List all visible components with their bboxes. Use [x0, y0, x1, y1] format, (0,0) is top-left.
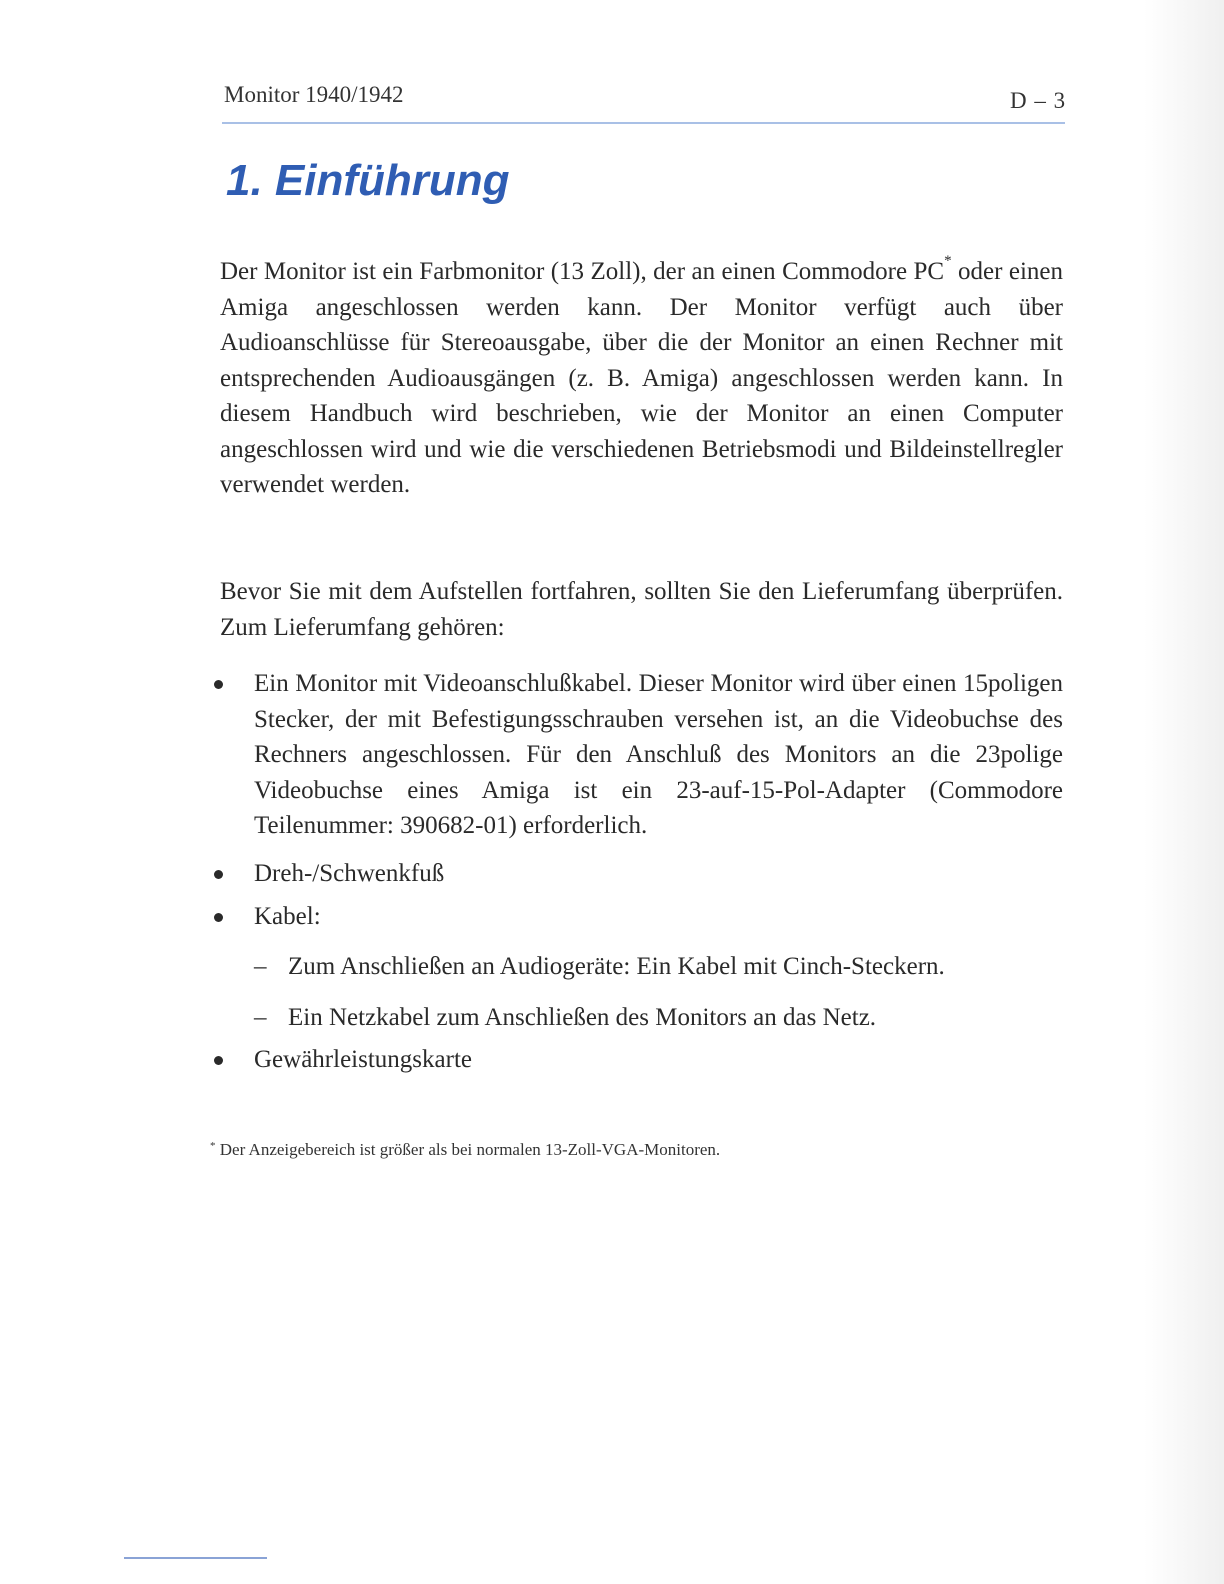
footnote-star: *	[210, 1140, 216, 1152]
dash-marker: –	[254, 1004, 267, 1031]
page-edge-shadow	[1144, 0, 1224, 1584]
header-divider	[222, 122, 1065, 124]
sublist-item-text: Zum Anschließen an Audiogeräte: Ein Kabel mit Cinch-Steckern.	[288, 952, 945, 980]
list-item-stand	[212, 856, 1063, 892]
chapter-title: 1. Einführung	[226, 156, 510, 205]
footnote-marker: *	[944, 253, 952, 269]
sublist-item-text: Ein Netzkabel zum Anschließen des Monitors an das Netz.	[288, 1004, 877, 1031]
delivery-paragraph: Bevor Sie mit dem Aufstellen fortfahren, sollten Sie den Lieferumfang überprüfen. Zum Lieferumfang gehören:	[220, 578, 1063, 641]
bullet-icon	[214, 1056, 223, 1065]
intro-paragraph	[220, 254, 1063, 503]
list-item-text: Ein Monitor mit Videoanschlußkabel. Dieser Monitor wird über einen 15poligen Stecker, der mit Befestigungsschrauben versehen ist, an die Videobuchse des Rechners angeschlossen. Für den Anschluß des Monitors an die 23polige Videobuchse eines Amiga ist ein 23-auf-15-Pol-Adapter (Commodore Teilenummer: 390682-01) erforderlich.	[254, 670, 1063, 839]
running-header-title: Monitor 1940/1942	[224, 82, 404, 107]
footnote	[210, 1140, 720, 1160]
list-item-monitor	[212, 666, 1063, 844]
intro-text-part2: oder einen Amiga angeschlossen werden kann. Der Monitor verfügt auch über Audioanschlüsse für Stereoausgabe, über die der Monitor an einen Rechner mit entsprechenden Audioausgängen (z. B. Amiga) angeschlossen werden kann. In diesem Handbuch wird beschrieben, wie der Monitor an einen Computer angeschlossen wird und wie die verschiedenen Betriebsmodi und Bildeinstellregler verwendet werden.	[220, 258, 1063, 498]
footnote-text: Der Anzeigebereich ist größer als bei normalen 13-Zoll-VGA-Monitoren.	[215, 1140, 721, 1159]
delivery-contents-list	[212, 666, 1063, 1077]
sublist-item-power-cable	[254, 1000, 1063, 1036]
bullet-icon	[214, 913, 223, 922]
list-item-text: Dreh-/Schwenkfuß	[254, 859, 445, 887]
page-number: D – 3	[1010, 88, 1067, 113]
bottom-rule	[124, 1557, 267, 1559]
cable-sublist	[254, 949, 1063, 1036]
list-item-text: Kabel:	[254, 903, 321, 930]
sublist-item-audio-cable	[254, 949, 1063, 985]
intro-text-part1: Der Monitor ist ein Farbmonitor (13 Zoll), der an einen Commodore PC	[220, 258, 945, 285]
bullet-icon	[214, 680, 223, 689]
list-item-warranty-card	[212, 1042, 1063, 1078]
list-item-text: Gewährleistungskarte	[254, 1045, 472, 1073]
dash-marker: –	[254, 952, 267, 980]
bullet-icon	[214, 870, 223, 879]
list-item-cables	[212, 899, 1063, 1036]
